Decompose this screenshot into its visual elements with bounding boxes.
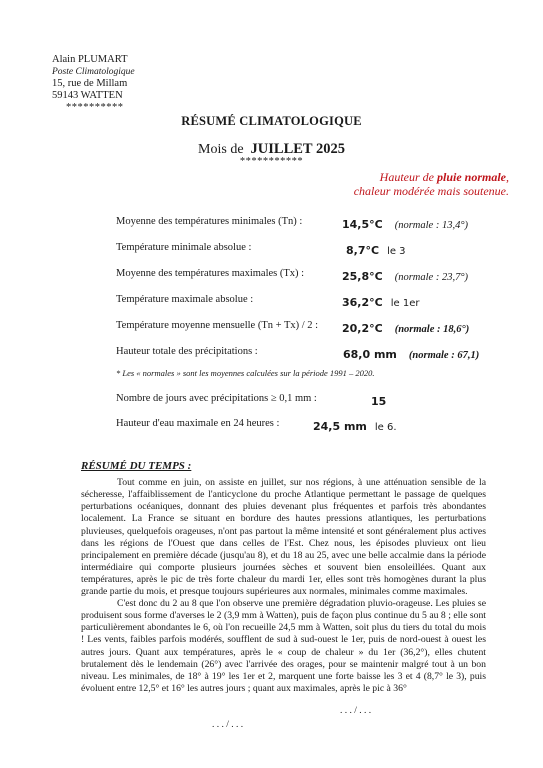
continued-marker-2: . . . / . . .	[212, 720, 244, 730]
stat-tx-abs-value: 36,2°C	[342, 296, 383, 309]
stat-tx-abs-day: le 1er	[390, 298, 420, 309]
sender-street: 15, rue de Millam	[52, 78, 128, 89]
summary-line-2: chaleur modérée mais soutenue.	[353, 184, 509, 198]
weather-summary-heading: RÉSUMÉ DU TEMPS :	[81, 460, 192, 472]
sender-block	[52, 54, 135, 114]
weather-paragraph-2: C'est donc du 2 au 8 que l'on observe une première dégradation pluvio-orageuse. Les pluies se produisent sous forme d'averses le 2 (3,9 mm à Watten), puis de façon plus continue du 5 au 8 ; elle sont particulièrement abondantes le 6, où l'on recueille 24,5 mm à Watten, soit plus du tiers du total du mois ! Les vents, faibles parfois modérés, soufflent de sud à sud-ouest le 1er, puis de nord-ouest à ouest les autres jours. Quant aux températures, après le « coup de chaleur » du 1er (36,2°), elles chutent brutalement dès le lendemain (26°) avec l'arrivée des orages, pour se maintenir malgré tout à un bon niveau. Les minimales, de 18° à 19° les 1er et 2, marquent une forte baisse les 3 et 4 (8,7° le 3), puis évoluent entre 12,5° et 16° les autres jours ; quant aux maximales, après le pic à 36°	[81, 598, 486, 695]
stat-t-mean-normal: (normale : 18,6°)	[394, 324, 470, 335]
stat-tx-abs	[342, 293, 419, 311]
stat-tx-mean-label: Moyenne des températures maximales (Tx) :	[116, 268, 305, 279]
stat-precip-label: Hauteur totale des précipitations :	[116, 346, 258, 357]
stat-t-mean	[342, 319, 469, 337]
sender-name: Alain PLUMART	[52, 54, 128, 65]
stat-rain-days-value: 15	[371, 395, 387, 408]
stat-precip-value: 68,0 mm	[343, 348, 397, 361]
sender-stars: **********	[66, 102, 124, 113]
month-summary	[354, 170, 509, 198]
stat-tx-abs-label: Température maximale absolue :	[116, 294, 254, 305]
summary-line-1	[354, 170, 509, 184]
sender-role: Poste Climatologique	[52, 67, 135, 77]
stat-tx-mean-normal: (normale : 23,7°)	[394, 272, 469, 283]
stat-tn-abs-label: Température minimale absolue :	[116, 242, 252, 253]
stat-max24-day: le 6.	[374, 422, 397, 433]
stat-tn-mean-normal: (normale : 13,4°)	[394, 220, 469, 231]
stat-tn-mean	[342, 215, 468, 233]
stat-precip	[343, 345, 479, 363]
stat-precip-normal: (normale : 67,1)	[408, 350, 480, 361]
summary-line-1-prefix: Hauteur de	[379, 170, 437, 184]
stat-rain-days-label: Nombre de jours avec précipitations ≥ 0,1 mm :	[116, 393, 317, 404]
sender-city: 59143 WATTEN	[52, 90, 123, 101]
stat-tn-abs-day: le 3	[387, 246, 406, 257]
stat-max24	[313, 417, 397, 435]
stat-tn-mean-label: Moyenne des températures minimales (Tn) :	[116, 216, 303, 227]
stat-rain-days	[371, 392, 386, 410]
summary-line-1-suffix: ,	[506, 170, 509, 184]
stat-tn-abs	[346, 241, 406, 259]
stat-tn-abs-value: 8,7°C	[346, 244, 380, 257]
month-prefix: Mois de	[198, 142, 244, 157]
stat-tx-mean-value: 25,8°C	[342, 270, 383, 283]
weather-paragraph-1: Tout comme en juin, on assiste en juillet, sur nos régions, à une atténuation sensible de la sécheresse, l'affaiblissement de l'anticyclone du proche Atlantique permettant le passage de quelques perturbations océaniques, donnant des pluies devenant plus fréquentes et parfois très abondantes localement. La France se situant en bordure des hautes pressions atlantiques, les perturbations pluvieuses, quelquefois orageuses, n'ont pas partout la même intensité et sont généralement plus actives dans les régions de l'Ouest que dans celles de l'Est. Chez nous, les épisodes pluvieux ont lieu principalement en première décade (jusqu'au 8), et du 18 au 25, avec une belle accalmie dans la période intermédiaire qui comporte plusieurs journées sèches et souvent bien ensoleillées. Quant aux températures, après le pic de très forte chaleur du mardi 1er, elles sont très homogènes durant la plus grande partie du mois, et presque toujours supérieures aux normales, minimales comme maximales.	[81, 477, 486, 598]
month-value: JUILLET 2025	[250, 141, 345, 157]
stat-max24-value: 24,5 mm	[313, 420, 367, 433]
stat-tx-mean	[342, 267, 468, 285]
summary-line-1-bold: pluie normale	[436, 170, 506, 184]
stat-t-mean-value: 20,2°C	[342, 322, 383, 335]
normals-note: * Les « normales » sont les moyennes calculées sur la période 1991 – 2020.	[116, 368, 375, 378]
stat-tn-mean-value: 14,5°C	[342, 218, 383, 231]
stat-max24-label: Hauteur d'eau maximale en 24 heures :	[116, 418, 280, 429]
month-stars: ***********	[239, 156, 304, 167]
continued-marker-1: . . . / . . .	[340, 706, 372, 716]
stat-t-mean-label: Température moyenne mensuelle (Tn + Tx) / 2 :	[116, 320, 319, 331]
document-title: RÉSUMÉ CLIMATOLOGIQUE	[181, 114, 362, 128]
